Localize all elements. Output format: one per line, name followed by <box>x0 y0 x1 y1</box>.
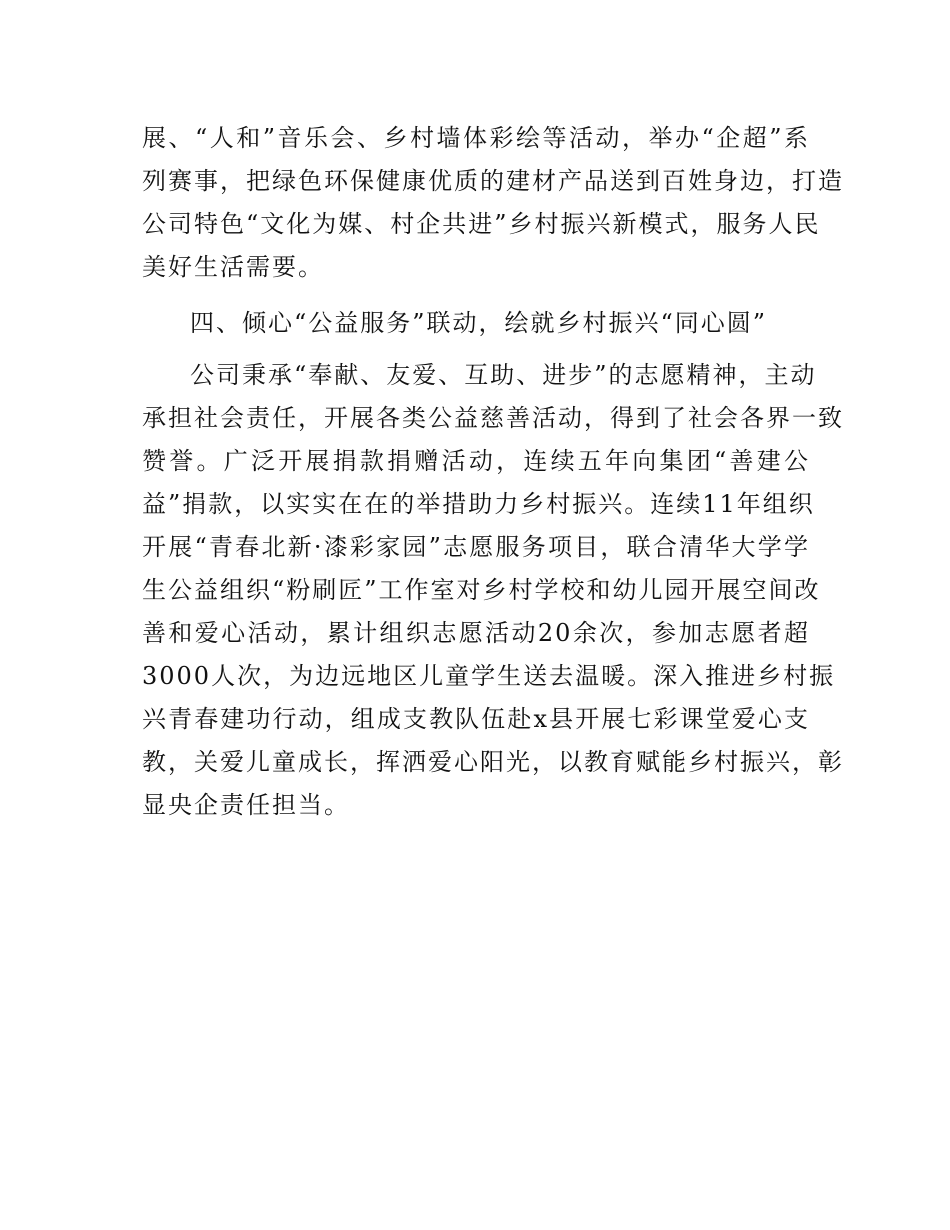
paragraph-2-line-2: 承担社会责任，开展各类公益慈善活动，得到了社会各界一致 <box>142 404 844 432</box>
paragraph-2-line-10: 教，关爱儿童成长，挥洒爱心阳光，以教育赋能乡村振兴，彰 <box>142 748 844 776</box>
paragraph-2-line-7: 善和爱心活动，累计组织志愿活动20余次，参加志愿者超 <box>142 619 810 647</box>
paragraph-1-line-4: 美好生活需要。 <box>142 253 324 281</box>
paragraph-2-line-9: 兴青春建功行动，组成支教队伍赴x县开展七彩课堂爱心支 <box>142 705 810 733</box>
section-heading: 四、倾心“公益服务”联动，绘就乡村振兴“同心圆” <box>190 309 768 337</box>
paragraph-2-line-8: 3000人次，为边远地区儿童学生送去温暖。深入推进乡村振 <box>142 662 836 690</box>
paragraph-1-line-1: 展、“人和”音乐会、乡村墙体彩绘等活动，举办“企超”系 <box>142 124 810 152</box>
paragraph-2-line-3: 赞誉。广泛开展捐款捐赠活动，连续五年向集团“善建公 <box>142 447 810 475</box>
paragraph-2-line-11: 显央企责任担当。 <box>142 791 350 819</box>
paragraph-1-line-3: 公司特色“文化为媒、村企共进”乡村振兴新模式，服务人民 <box>142 210 821 238</box>
paragraph-1-line-2: 列赛事，把绿色环保健康优质的建材产品送到百姓身边，打造 <box>142 167 844 195</box>
paragraph-2-line-6: 生公益组织“粉刷匠”工作室对乡村学校和幼儿园开展空间改 <box>142 576 821 604</box>
paragraph-2-line-1: 公司秉承“奉献、友爱、互助、进步”的志愿精神，主动 <box>190 361 817 389</box>
paragraph-2-line-5: 开展“青春北新·漆彩家园”志愿服务项目，联合清华大学学 <box>142 533 810 561</box>
paragraph-2-line-4: 益”捐款，以实实在在的举措助力乡村振兴。连续11年组织 <box>142 490 815 518</box>
